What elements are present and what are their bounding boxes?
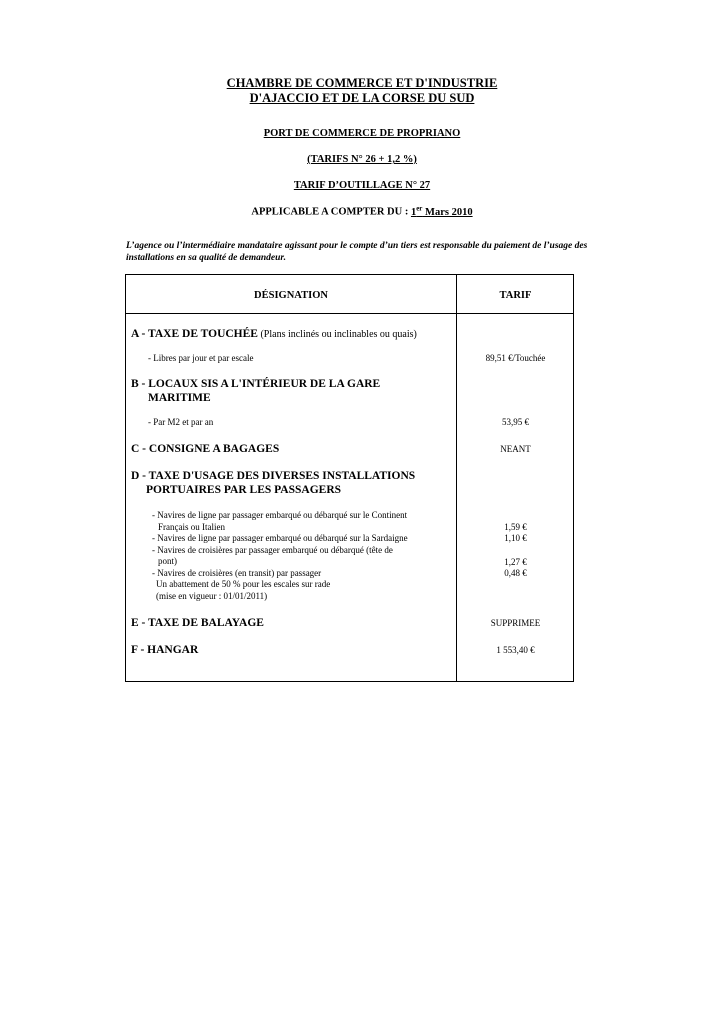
section-b-title-line1: B - LOCAUX SIS A L'INTÉRIEUR DE LA GARE bbox=[131, 378, 381, 390]
section-b-item: - Par M2 et par an bbox=[148, 417, 214, 427]
column-header-designation: DÉSIGNATION bbox=[254, 290, 328, 301]
section-d-title-line2: PORTUAIRES PAR LES PASSAGERS bbox=[146, 484, 342, 496]
section-d-item4: - Navires de croisières (en transit) par passager bbox=[152, 567, 322, 578]
chamber-title-line1: CHAMBRE DE COMMERCE ET D'INDUSTRIE bbox=[226, 76, 498, 90]
section-d-item5-line2: (mise en vigueur : 01/01/2011) bbox=[156, 590, 268, 601]
section-d-item3-line2: pont) bbox=[158, 556, 177, 566]
section-d-item2: - Navires de ligne par passager embarqué ou débarqué sur la Sardaigne bbox=[152, 533, 408, 543]
section-d-item1-line2: Français ou Italien bbox=[158, 521, 225, 532]
tariff-table bbox=[125, 274, 574, 682]
section-d-title-line1: D - TAXE D'USAGE DES DIVERSES INSTALLATIONS bbox=[131, 470, 416, 482]
section-d-title bbox=[131, 469, 415, 497]
section-a-title-text: A - TAXE DE TOUCHÉE bbox=[131, 328, 258, 340]
section-a-note: (Plans inclinés ou inclinables ou quais) bbox=[257, 329, 417, 340]
section-d-value4: 0,48 € bbox=[504, 568, 527, 578]
applicable-date bbox=[0, 204, 724, 218]
section-d-value3: 1,27 € bbox=[504, 557, 527, 567]
section-e-value: SUPPRIMEE bbox=[490, 618, 541, 628]
date-superscript: er bbox=[416, 204, 423, 212]
section-f-title: F - HANGAR bbox=[131, 644, 199, 656]
outillage-title: TARIF D’OUTILLAGE N° 27 bbox=[293, 180, 431, 191]
section-b-title bbox=[131, 377, 380, 405]
column-header-tarif: TARIF bbox=[499, 290, 532, 301]
section-e-title: E - TAXE DE BALAYAGE bbox=[131, 617, 264, 629]
chamber-title-line2: D'AJACCIO ET DE LA CORSE DU SUD bbox=[249, 91, 475, 105]
applicable-prefix: APPLICABLE A COMPTER DU : bbox=[251, 206, 411, 218]
section-d-value2: 1,10 € bbox=[504, 533, 527, 543]
section-f-value: 1 553,40 € bbox=[496, 645, 535, 655]
section-d-item-continent bbox=[152, 510, 408, 602]
port-title: PORT DE COMMERCE DE PROPRIANO bbox=[263, 128, 461, 139]
chamber-title bbox=[0, 76, 724, 106]
section-d-item3-line1: - Navires de croisières par passager embarqué ou débarqué (tête de bbox=[152, 544, 393, 555]
section-b-title-line2: MARITIME bbox=[148, 392, 211, 404]
tarifs-reference: (TARIFS N° 26 + 1,2 %) bbox=[307, 154, 417, 165]
section-d-value1: 1,59 € bbox=[504, 522, 527, 532]
section-d-item1-line1: - Navires de ligne par passager embarqué ou débarqué sur le Continent bbox=[152, 510, 408, 520]
section-a-item: - Libres par jour et par escale bbox=[148, 353, 254, 363]
section-c-value: NEANT bbox=[500, 444, 531, 454]
applicable-date-value bbox=[410, 204, 473, 218]
section-c-title: C - CONSIGNE A BAGAGES bbox=[131, 443, 280, 455]
date-rest: Mars 2010 bbox=[422, 206, 473, 218]
section-a-title bbox=[131, 327, 417, 342]
date-day: 1 bbox=[410, 206, 417, 218]
header-divider bbox=[126, 313, 573, 314]
section-b-value: 53,95 € bbox=[502, 417, 529, 427]
section-a-value: 89,51 €/Touchée bbox=[485, 353, 546, 363]
responsibility-notice: L’agence ou l’intermédiaire mandataire agissant pour le compte d’un tiers est responsable du paiement de l’usage des installations en sa qualité de demandeur. bbox=[126, 241, 588, 263]
section-d-item5-line1: Un abattement de 50 % pour les escales sur rade bbox=[156, 579, 331, 589]
